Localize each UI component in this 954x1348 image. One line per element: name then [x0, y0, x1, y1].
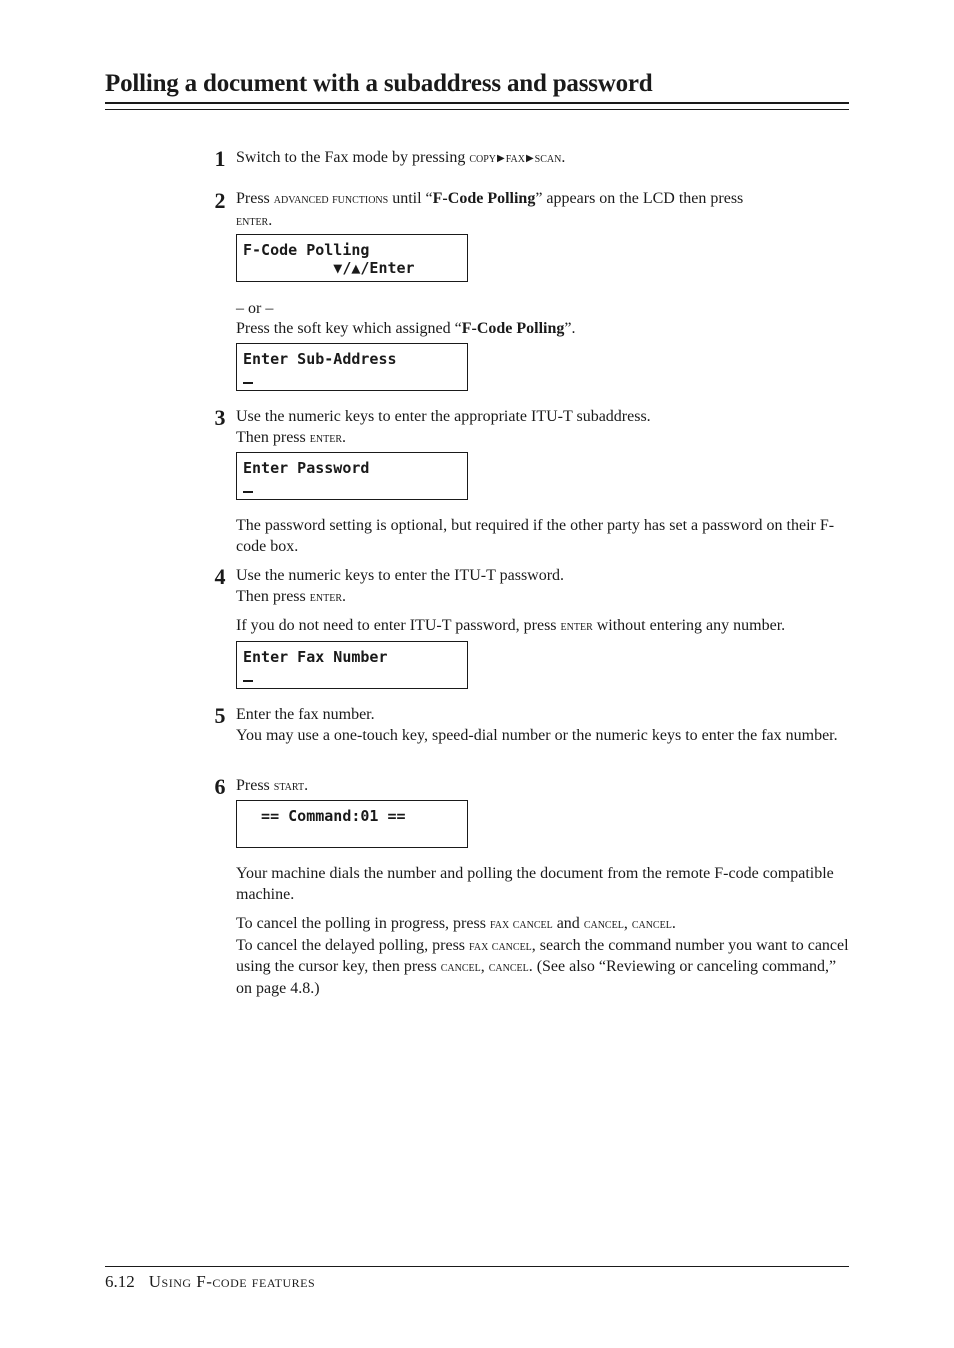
step-1-post: . — [561, 149, 566, 166]
step-6-number: 6 — [214, 774, 226, 799]
page-footer — [105, 1272, 315, 1292]
footer-rule — [105, 1266, 849, 1267]
step-6-post: . — [304, 777, 309, 794]
lcd-line-2: ▼/▲/Enter — [243, 259, 415, 277]
copy-key: copy — [469, 151, 496, 166]
step-2-text — [236, 189, 852, 232]
enter-key: enter — [309, 589, 342, 605]
password-note: The password setting is optional, but required if the other party has set a password on their F-code box. — [236, 517, 835, 555]
right-triangle-icon: ▶ — [497, 153, 505, 164]
step-6-text — [236, 776, 852, 798]
lcd-line-1: Enter Fax Number — [243, 648, 388, 666]
soft-post: ”. — [564, 320, 576, 337]
soft-pre: Press the soft key which assigned “ — [236, 320, 462, 337]
title-rule — [105, 102, 849, 110]
step-4-line-1: Use the numeric keys to enter the ITU-T password. — [236, 567, 565, 584]
step-5-line-2: You may use a one-touch key, speed-dial number or the numeric keys to enter the fax number. — [236, 726, 838, 744]
lcd-command — [236, 800, 468, 848]
start-key: start — [273, 779, 305, 794]
lcd-enter-sub-address — [236, 343, 468, 391]
cancel-1-mid: and — [552, 915, 584, 932]
step-3-line-2-post: . — [341, 428, 346, 446]
lcd-line-1: Enter Password — [243, 459, 370, 477]
cancel-1-sep: , — [623, 915, 632, 932]
step-4-line-2-post: . — [341, 587, 346, 605]
step-2-mid: until “ — [388, 190, 433, 207]
step-2-number: 2 — [214, 188, 226, 213]
skip-password-note — [236, 616, 852, 638]
fax-cancel-key: fax cancel — [469, 938, 532, 954]
step-2-pre: Press — [236, 190, 274, 207]
lcd-cursor — [243, 477, 253, 493]
lcd-line-1: F-Code Polling — [243, 241, 370, 259]
step-3-number: 3 — [214, 405, 226, 430]
lcd-cursor — [243, 666, 253, 682]
step-4-number: 4 — [214, 564, 226, 589]
section-name: Using F-code features — [148, 1272, 316, 1291]
cancel-key: cancel — [488, 960, 529, 975]
step-5-text — [236, 705, 852, 746]
cancel-2-pre: To cancel the delayed polling, press — [236, 936, 470, 954]
enter-key: enter — [309, 430, 342, 446]
step-3-line-1: Use the numeric keys to enter the appropriate ITU-T subaddress. — [236, 408, 651, 425]
step-2-end: . — [268, 211, 273, 229]
step-5-line-1: Enter the fax number. — [236, 706, 375, 723]
or-separator: – or – — [236, 300, 274, 317]
lcd-line-2 — [243, 666, 467, 686]
cancel-2-end: . (See also “Reviewing or canceling command,” on page 4.8.) — [236, 958, 837, 997]
fax-cancel-key: fax cancel — [489, 917, 553, 932]
advanced-functions-key: advanced functions — [273, 192, 389, 207]
lcd-cursor — [243, 368, 253, 384]
soft-bold: F-Code Polling — [461, 320, 565, 337]
dial-result-text: Your machine dials the number and polling the document from the remote F-code compatible machine. — [236, 865, 834, 903]
step-5-number: 5 — [214, 703, 226, 728]
lcd-line-2 — [243, 368, 467, 388]
step-3-line-2-pre: Then press — [236, 428, 310, 446]
note-pre: If you do not need to enter ITU-T password, press — [236, 617, 561, 634]
lcd-line-1: Enter Sub-Address — [243, 350, 397, 368]
step-2-post: ” appears on the LCD then press — [535, 190, 744, 207]
enter-key: enter — [236, 213, 269, 229]
page-number: 6.12 — [105, 1272, 135, 1291]
lcd-line-1: == Command:01 == — [243, 807, 406, 825]
lcd-line-2 — [243, 477, 467, 497]
step-1-number: 1 — [214, 146, 226, 171]
cancel-instructions — [236, 914, 852, 999]
cancel-2-sep: , — [480, 958, 489, 975]
step-6-pre: Press — [236, 777, 274, 794]
step-4-text — [236, 566, 852, 608]
note-post: without entering any number. — [592, 617, 786, 634]
cancel-key: cancel — [583, 917, 624, 932]
cancel-2-mid: , search the command number you want to cancel using the cursor key, then press — [236, 936, 849, 975]
soft-key-text — [236, 319, 852, 340]
step-2-bold: F-Code Polling — [432, 190, 536, 207]
scan-key: scan — [534, 151, 562, 166]
lcd-enter-fax-number — [236, 641, 468, 689]
cancel-1-pre: To cancel the polling in progress, press — [236, 915, 490, 932]
fax-key: fax — [505, 151, 525, 166]
step-4-line-2-pre: Then press — [236, 587, 310, 605]
lcd-fcode-polling — [236, 234, 468, 282]
step-1-pre: Switch to the Fax mode by pressing — [236, 149, 470, 166]
step-3-text — [236, 407, 852, 449]
page-title: Polling a document with a subaddress and password — [105, 70, 653, 97]
right-triangle-icon: ▶ — [525, 153, 534, 164]
lcd-enter-password — [236, 452, 468, 500]
cancel-1-end: . — [671, 915, 676, 932]
enter-key: enter — [560, 619, 593, 634]
cancel-key: cancel — [631, 917, 672, 932]
step-1-text — [236, 148, 852, 171]
cancel-key: cancel — [440, 960, 481, 975]
